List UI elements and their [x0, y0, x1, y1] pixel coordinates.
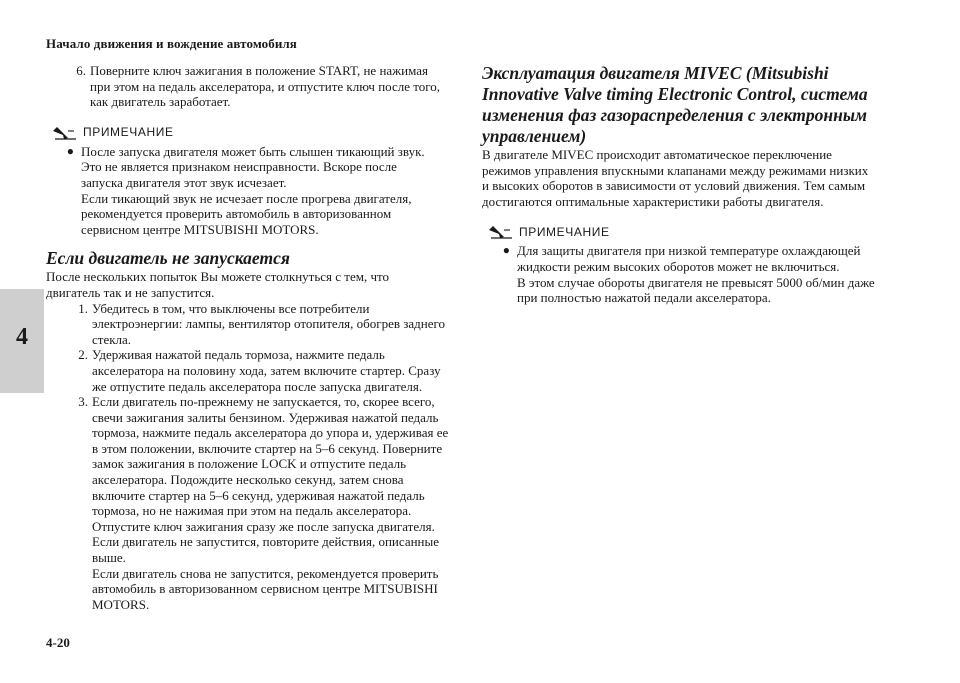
- section-intro: [46, 269, 454, 300]
- text-line: свечи зажигания залиты бензином. Удерживая нажатой педаль: [92, 409, 439, 425]
- text-line: выше.: [92, 550, 126, 566]
- note-item: [482, 243, 890, 305]
- step-number: 2.: [78, 347, 88, 363]
- note-item: [46, 144, 454, 238]
- step-number: 1.: [78, 300, 88, 316]
- right-column: [482, 63, 890, 306]
- step-number: 3.: [78, 394, 88, 410]
- text-line: MOTORS.: [92, 596, 150, 612]
- text-line: Если двигатель не запустится, повторите действия, описанные: [92, 534, 440, 550]
- bullet-icon: ●: [66, 143, 74, 158]
- step-1: [46, 301, 454, 348]
- text-line: при этом на педаль акселератора, и отпустите ключ после того,: [90, 78, 441, 94]
- step-text: [90, 63, 454, 110]
- text-line: Поверните ключ зажигания в положение START, не нажимая: [90, 63, 428, 78]
- note-label: ПРИМЕЧАНИЕ: [83, 124, 174, 139]
- text-line: сервисном центре MITSUBISHI MOTORS.: [81, 221, 319, 237]
- text-line: Если двигатель снова не запустится, рекомендуется проверить: [92, 565, 439, 581]
- step-text: [92, 347, 454, 394]
- text-line: и высоких оборотов в зависимости от условий движения. Тем самым: [482, 178, 866, 194]
- title-line: Innovative Valve timing Electronic Control, система: [482, 84, 868, 104]
- step-2: [46, 347, 454, 394]
- mivec-description: [482, 147, 890, 209]
- text-line: тормоза, нажмите педаль акселератора до упора и, удерживая ее: [92, 425, 449, 441]
- note-heading: [488, 223, 890, 241]
- text-line: После запуска двигателя может быть слышен тикающий звук.: [81, 143, 425, 159]
- section-title-mivec: [482, 63, 890, 147]
- text-line: автомобиль в авторизованном сервисном центре MITSUBISHI: [92, 581, 438, 597]
- text-line: Это не является признаком неисправности. Вскоре после: [81, 159, 397, 175]
- note-heading: [52, 124, 454, 142]
- chapter-number: 4: [16, 324, 28, 350]
- page-number: 4-20: [46, 635, 70, 650]
- text-line: при полностью нажатой педали акселератора.: [517, 290, 771, 306]
- note-text: [81, 144, 454, 238]
- text-line: Удерживая нажатой педаль тормоза, нажмите педаль: [92, 347, 385, 363]
- pencil-note-icon: [52, 126, 78, 140]
- text-line: акселератора на половину хода, затем включите стартер. Сразу: [92, 362, 441, 378]
- text-line: включите стартер на 5–6 секунд, удерживая нажатой педаль: [92, 487, 425, 503]
- text-line: жидкости режим высоких оборотов может не включиться.: [517, 258, 840, 274]
- text-line: Если тикающий звук не исчезает после прогрева двигателя,: [81, 190, 412, 206]
- step-text: [92, 394, 454, 612]
- step-text: [92, 301, 454, 348]
- text-line: Если двигатель по-прежнему не запускается, то, скорее всего,: [92, 394, 435, 410]
- text-line: в этом положении, включите стартер на 5–6 секунд. Поверните: [92, 440, 443, 456]
- text-line: Убедитесь в том, что выключены все потребители: [92, 300, 370, 316]
- text-line: же отпустите педаль акселератора после запуска двигателя.: [92, 378, 423, 394]
- pencil-note-icon: [488, 225, 514, 239]
- step-6: [46, 63, 454, 110]
- text-line: Отпустите ключ зажигания сразу же после запуска двигателя.: [92, 518, 435, 534]
- text-line: запуска двигателя этот звук исчезает.: [81, 174, 287, 190]
- title-line: изменения фаз газораспределения с электронным: [482, 105, 867, 125]
- text-line: достигаются оптимальные характеристики работы двигателя.: [482, 193, 824, 209]
- note-label: ПРИМЕЧАНИЕ: [519, 224, 610, 239]
- bullet-icon: ●: [502, 243, 510, 258]
- page-header: Начало движения и вождение автомобиля: [46, 36, 297, 51]
- title-line: управлением): [482, 126, 587, 146]
- text-line: После нескольких попыток Вы можете столкнуться с тем, что: [46, 269, 390, 285]
- text-line: электроэнергии: лампы, вентилятор отопителя, обогрев заднего: [92, 316, 446, 332]
- left-column: [46, 63, 454, 612]
- text-line: В двигателе MIVEC происходит автоматическое переключение: [482, 147, 832, 162]
- text-line: В этом случае обороты двигателя не превысят 5000 об/мин даже: [517, 274, 875, 290]
- text-line: рекомендуется проверить автомобиль в авторизованном: [81, 206, 392, 222]
- troubleshooting-steps: [46, 301, 454, 613]
- step-3: [46, 394, 454, 612]
- text-line: тормоза, но не нажимая при этом на педаль акселератора.: [92, 503, 412, 519]
- text-line: акселератора. Подождите несколько секунд, затем снова: [92, 472, 404, 488]
- title-line: Эксплуатация двигателя MIVEC (Mitsubishi: [482, 63, 829, 83]
- text-line: стекла.: [92, 331, 132, 347]
- step-number: 6.: [76, 63, 86, 78]
- note-text: [517, 243, 890, 305]
- text-line: режимов управления впускными клапанами между режимами низких: [482, 162, 869, 178]
- text-line: как двигатель заработает.: [90, 94, 231, 110]
- text-line: Для защиты двигателя при низкой температуре охлаждающей: [517, 243, 861, 259]
- section-title-engine-not-starting: Если двигатель не запускается: [46, 248, 290, 269]
- text-line: двигатель так и не запустится.: [46, 284, 215, 300]
- text-line: замок зажигания в положение LOCK и отпустите педаль: [92, 456, 407, 472]
